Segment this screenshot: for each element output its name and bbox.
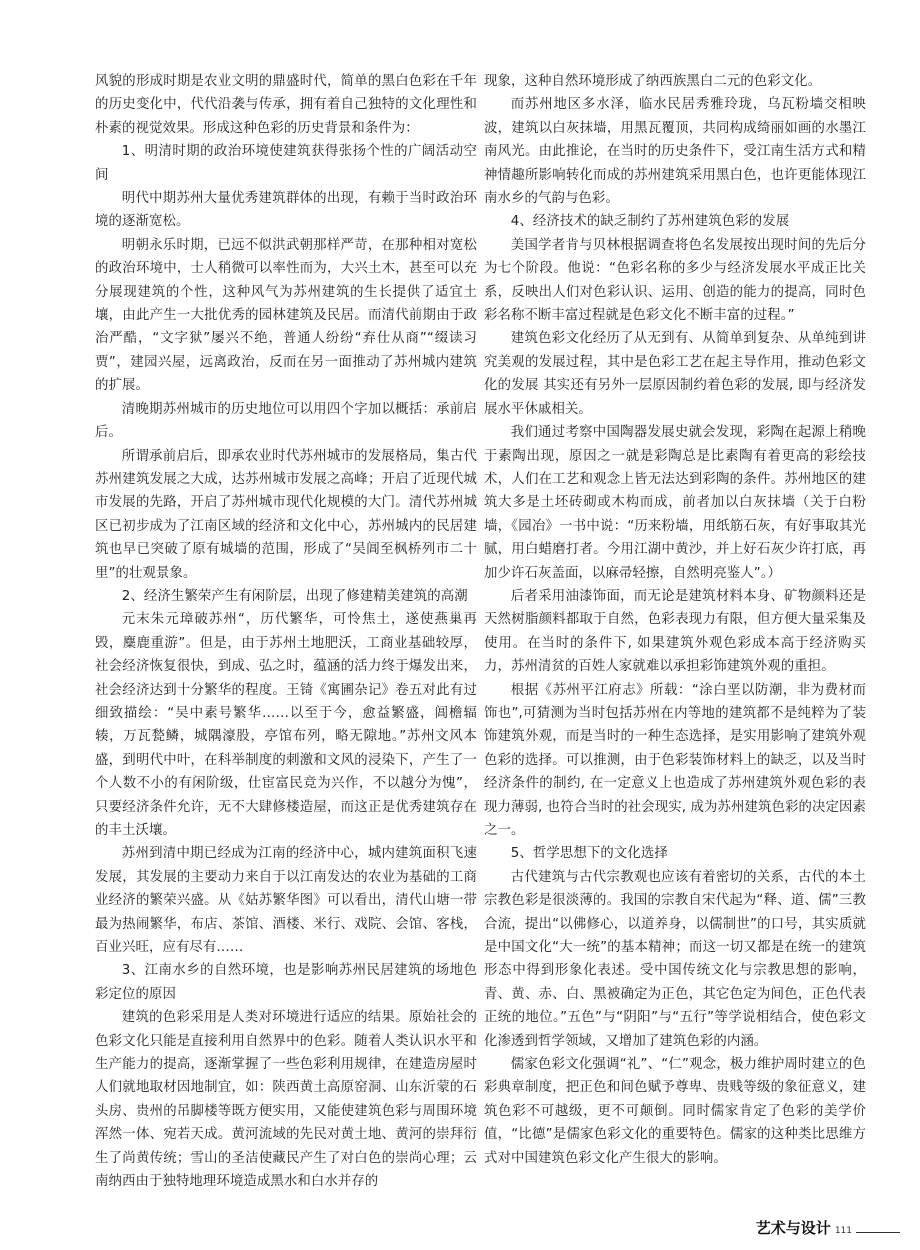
- paragraph: 儒家色彩文化强调“礼”、“仁”观念，极力维护周时建立的色彩典章制度，把正色和间色赋予尊卑、贵贱等级的象征意义，建筑色彩不可越级，更不可颠倒。同时儒家肯定了色彩的美学价值，“比德”是儒家色彩文化的重要特色。儒家的这种类比思维方式对中国建筑色彩文化产生很大的影响。: [484, 1057, 866, 1166]
- paragraph: 明代中期苏州大量优秀建筑群体的出现，有赖于当时政治环境的逐渐宽松。: [95, 191, 477, 230]
- paragraph: 2、经济生繁荣产生有闲阶层，出现了修建精美建筑的高潮: [121, 588, 468, 604]
- paragraph: 建筑的色彩采用是人类对环境进行适应的结果。原始社会的色彩文化只能是直接利用自然界中的色彩。随着人类认识水平和生产能力的提高，逐渐掌握了一些色彩利用规律，在建造房屋时人们就地取材因地制宜，如：陕西黄土高原窑洞、山东沂蒙的石头房、贵州的吊脚楼等既方便实用，又能使建筑色彩与周围环境浑然一体、宛若天成。黄河流域的先民对黄土地、黄河的崇拜衍生了尚黄传统；雪山的圣洁使藏民产生了对白色的崇尚心理；云南纳西由于独特地理环境造成黑水和白水并存的: [95, 1010, 477, 1190]
- paragraph: 清晚期苏州城市的历史地位可以用四个字加以概括：承前启后。: [95, 401, 477, 441]
- paragraph: 明朝永乐时期，已远不似洪武朝那样严苛，在那种相对宽松的政治环境中，士人稍微可以率性而为，大兴土木，甚至可以充分展现建筑的个性，这种风气为苏州建筑的生长提供了适宜土壤，由此产生一大批优秀的园林建筑及民居。而清代前期由于政治严酷，“文字狱”屡兴不绝，普通人纷纷“弃仕从商”“缀读习贾”，建园兴屋，远离政治，反而在另一面推动了苏州城内建筑的扩展。: [95, 237, 477, 394]
- journal-title: 艺术与设计: [755, 1219, 831, 1237]
- paragraph: 现象，这种自然环境形成了纳西族黑白二元的色彩文化。: [484, 74, 822, 89]
- paragraph: 1、明清时期的政治环境使建筑获得张扬个性的广阔活动空间: [95, 144, 477, 183]
- page-footer: [756, 1217, 900, 1238]
- paragraph: 4、经济技术的缺乏制约了苏州建筑色彩的发展: [510, 214, 790, 230]
- right-text-column: [484, 70, 866, 1170]
- paragraph: 所谓承前启后，即承农业时代苏州城市的发展格局，集古代苏州建筑发展之大成，达苏州城市发展之高峰；开启了近现代城市发展的先路，开启了苏州城市现代化规模的大门。清代苏州城区已初步成为了江南区域的经济和文化中心，苏州城内的民居建筑也早已突破了原有城墙的范围，形成了“吴阊至枫桥列市二十里”的壮观景象。: [95, 448, 477, 581]
- paragraph: 而苏州地区多水泽，临水民居秀雅玲珑，乌瓦粉墙交相映波，建筑以白灰抹墙，用黑瓦覆顶，共同构成绮丽如画的水墨江南风光。由此推论，在当时的历史条件下，受江南生活方式和精神情趣所影响转化而成的苏州建筑采用黑白色，也许更能体现江南水乡的气韵与色彩。: [484, 97, 866, 207]
- paragraph: 建筑色彩文化经历了从无到有、从简单到复杂、从单纯到讲究美观的发展过程，其中是色彩工艺在起主导作用，推动色彩文化的发展 其实还有另外一层原因制约着色彩的发展, 即与经济发展水平休戚相关。: [484, 331, 866, 417]
- paragraph: 风貌的形成时期是农业文明的鼎盛时代，简单的黑白色彩在千年的历史变化中，代代沿袭与传承，拥有着自己独特的文化理性和朴素的视觉效果。形成这种色彩的历史背景和条件为：: [95, 74, 477, 136]
- paragraph: 后者采用油漆饰面，而无论是建筑材料本身、矿物颜料还是天然树脂颜料都取于自然，色彩表现力有限，但方便大量采集及使用。在当时的条件下, 如果建筑外观色彩成本高于经济购买力，苏州清贫的百姓人家就难以承担彩饰建筑外观的重担。: [484, 588, 866, 675]
- footer-rule: [856, 1232, 900, 1233]
- paragraph: 美国学者肯与贝林根据调查将色名发展按出现时间的先后分为七个阶段。他说：“色彩名称的多少与经济发展水平成正比关系，反映出人们对色彩认识、运用、创造的能力的提高，同时色彩名称不断丰富过程就是色彩文化不断丰富的过程。”: [484, 237, 866, 324]
- paragraph: 元末朱元璋破苏州“，历代繁华，可怜焦土，遂使燕巢再毁，麋鹿重游”。但是，由于苏州土地肥沃，工商业基础较厚，社会经济恢复很快，到成、弘之时，蕴涵的活力终于爆发出来，社会经济达到十分繁华的程度。王锜《寓圃杂记》卷五对此有过细致描绘：“吴中素号繁华……以至于今，愈益繁盛，阊檐辐辏，万瓦甃鳞，城隅濠股，亭馆布列，略无隙地。”苏州文风本盛，到明代中叶，在科举制度的刺激和文风的浸染下，产生了一个人数不小的有闲阶级，仕宦富民竞为兴作，不以越分为愧”，只要经济条件允许，无不大肆修楼造屋，而这正是优秀建筑存在的丰土沃壤。: [95, 612, 477, 838]
- paragraph: 5、哲学思想下的文化选择: [510, 846, 668, 862]
- paragraph: 苏州到清中期已经成为江南的经济中心，城内建筑面积飞速发展，其发展的主要动力来自于以江南发达的农业为基础的工商业经济的繁荣兴盛。从《姑苏繁华图》可以看出，清代山塘一带最为热闹繁华，布店、茶馆、酒楼、米行、戏院、会馆、客栈，百业兴旺，应有尽有……: [95, 846, 477, 956]
- paragraph: 3、江南水乡的自然环境，也是影响苏州民居建筑的场地色彩定位的原因: [95, 963, 477, 1002]
- paragraph: 我们通过考察中国陶器发展史就会发现，彩陶在起源上稍晚于素陶出现，原因之一就是彩陶总是比素陶有着更高的彩绘技术，人们在工艺和观念上皆无法达到彩陶的条件。苏州地区的建筑大多是土坯砖砌或木构而成，前者加以白灰抹墙（关于白粉墙，《园冶》一书中说：“历来粉墙，用纸筋石灰，有好事取其光腻，用白蜡磨打者。今用江湖中黄沙，并上好石灰少许打底，再加少许石灰盖面，以麻帚轻擦，自然明亮鉴人”。）: [484, 425, 866, 581]
- left-text-column: [95, 70, 477, 1194]
- page-number: 111: [834, 1226, 852, 1236]
- paragraph: 古代建筑与古代宗教观也应该有着密切的关系，古代的本土宗教色彩是很淡薄的。我国的宗教自宋代起为“释、道、儒”三教合流，提出“以佛修心，以道养身，以儒制世”的口号，其实质就是中国文化“大一统”的基本精神；而这一切又都是在统一的建筑形态中得到形象化表述。受中国传统文化与宗教思想的影响，青、黄、赤、白、黑被确定为正色，其它色定为间色，正色代表正统的地位。”五色”与“阴阳”与“五行”等学说相结合，使色彩文化渗透到哲学领域，又增加了建筑色彩的内涵。: [484, 869, 866, 1049]
- paragraph: 根据《苏州平江府志》所载：“涂白垩以防潮，非为费材而饰也”,可猜测为当时包括苏州在内等地的建筑都不是纯粹为了装饰建筑外观，而是当时的一种生态选择，是实用影响了建筑外观色彩的选择。可以推测，由于色彩装饰材料上的缺乏，以及当时经济条件的制约, 在一定意义上也造成了苏州建筑外观色彩的表现力薄弱, 也符合当时的社会现实, 成为苏州建筑色彩的决定因素之一。: [484, 682, 866, 838]
